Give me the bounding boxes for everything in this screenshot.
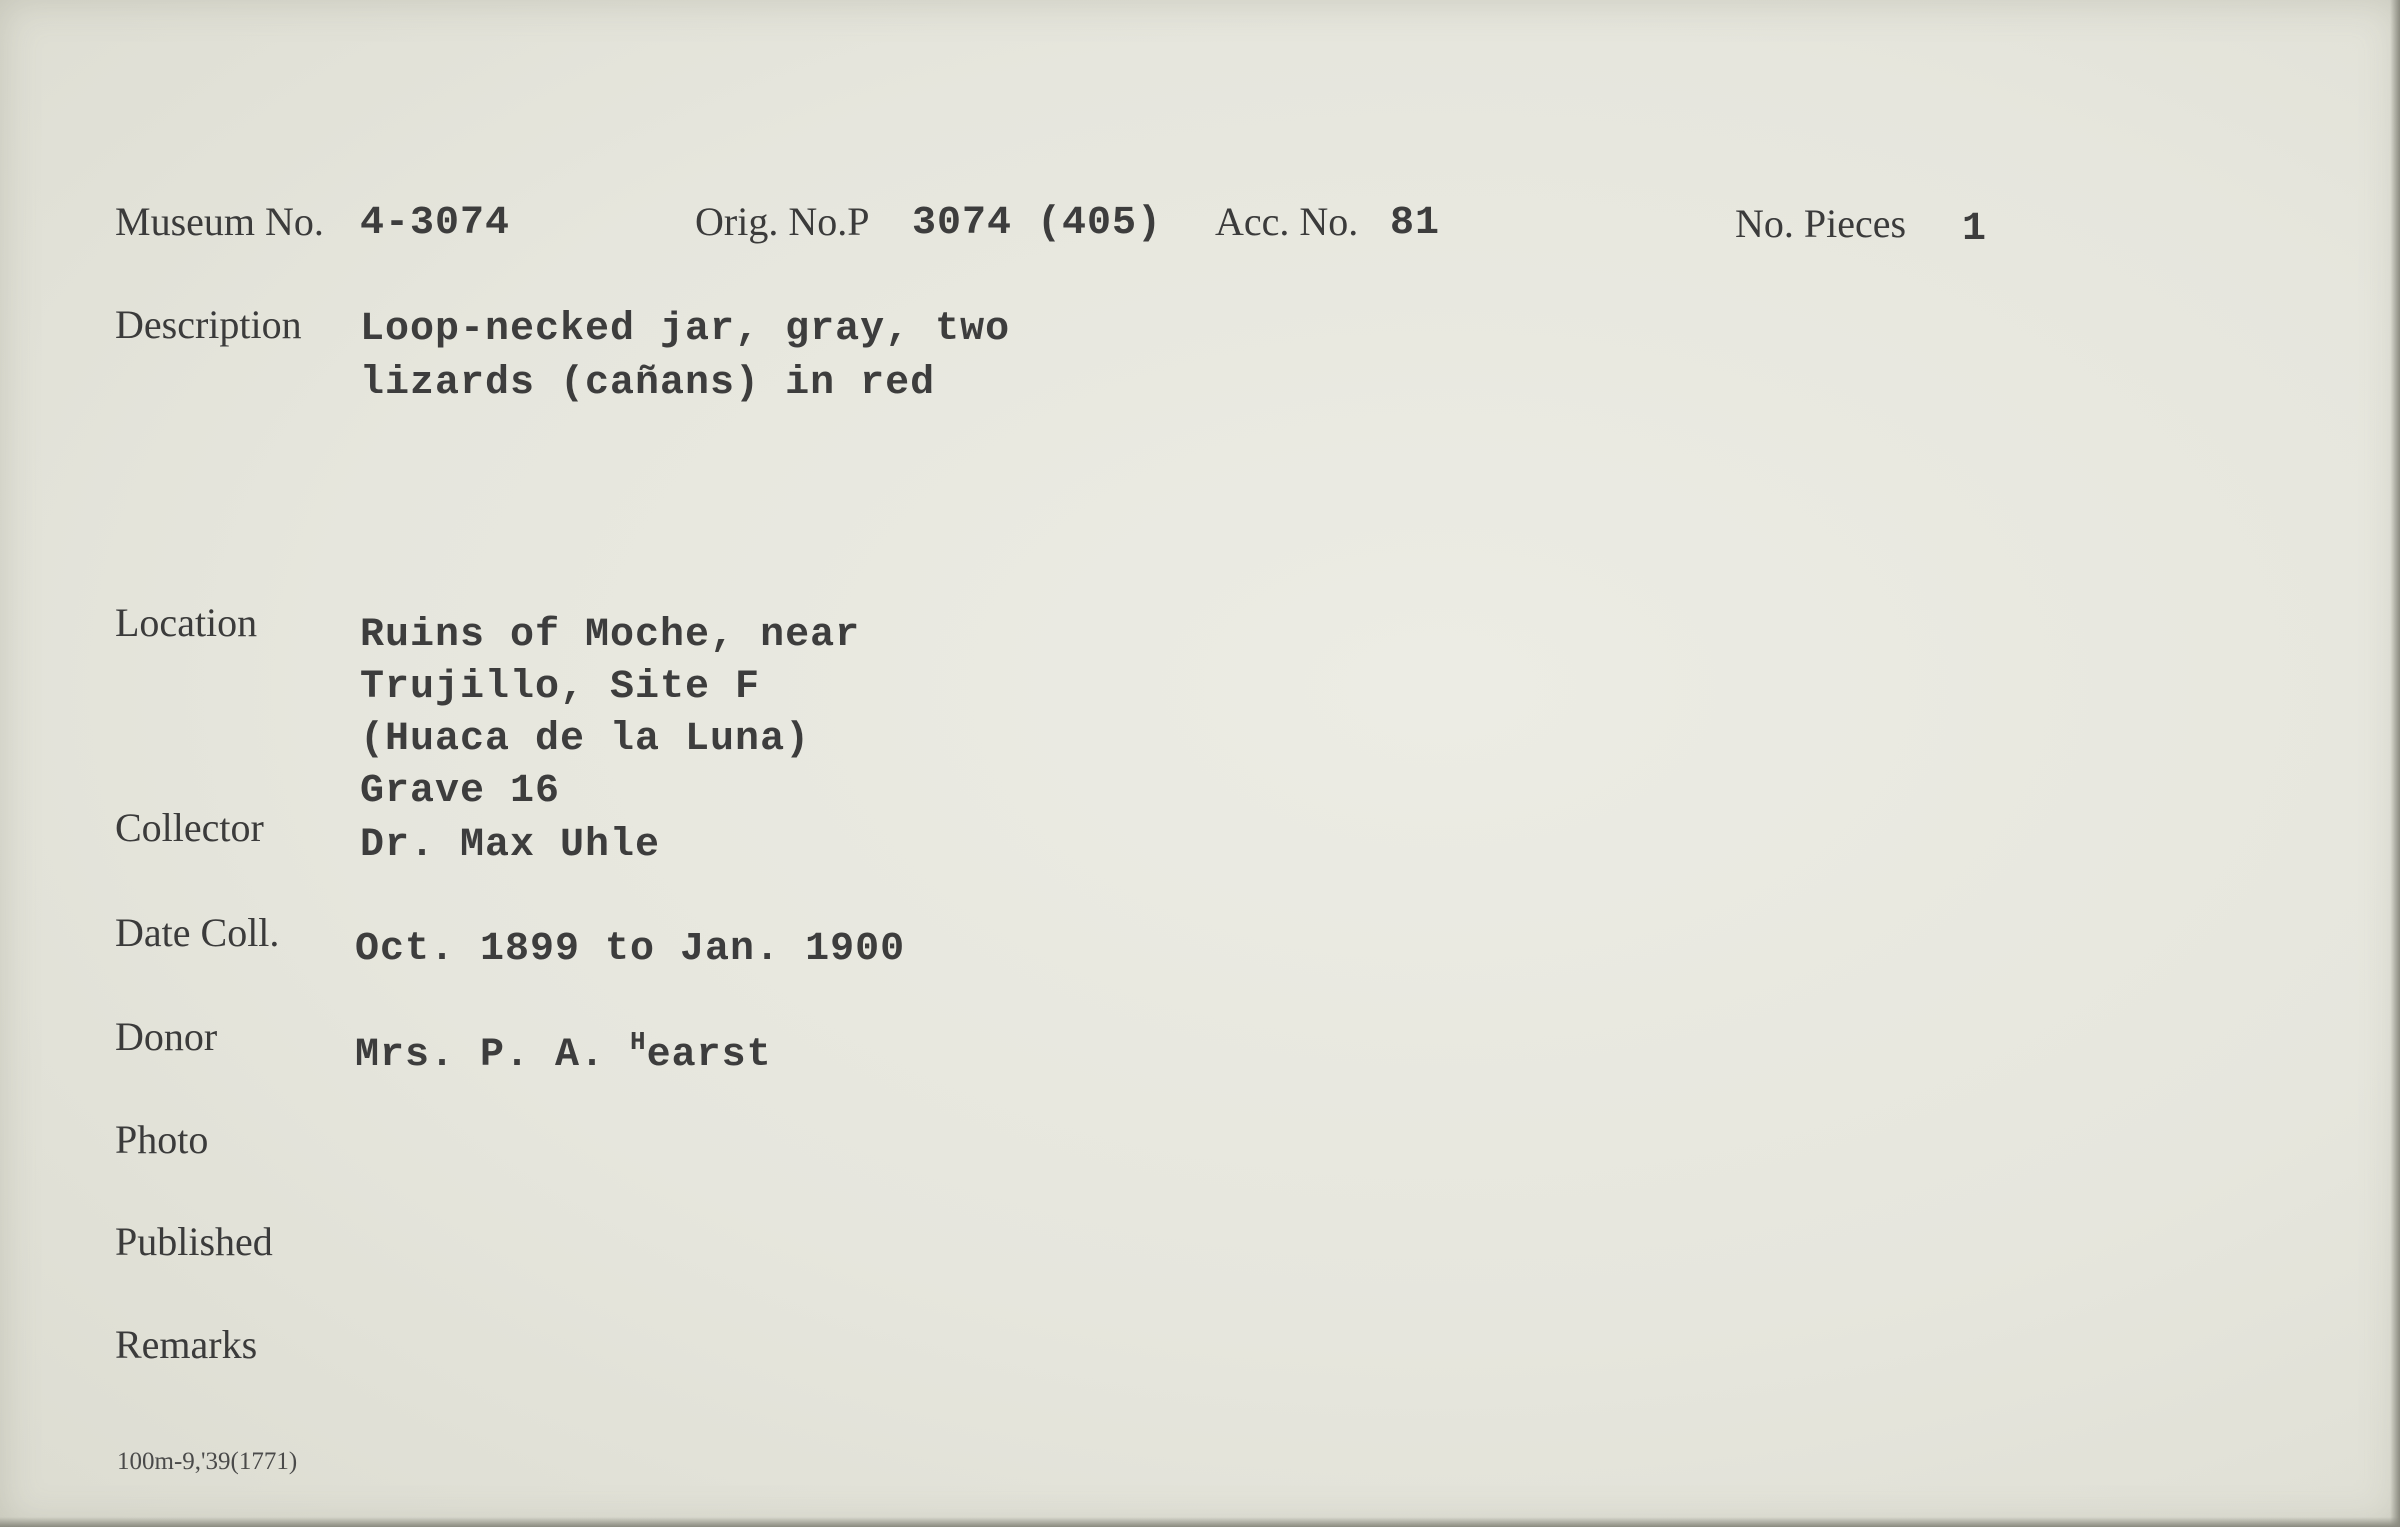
print-code: 100m-9,'39(1771) <box>117 1448 298 1475</box>
donor-label: Donor <box>115 1014 218 1059</box>
date-coll-value: Oct. 1899 to Jan. 1900 <box>355 927 906 972</box>
location-label: Location <box>115 600 258 645</box>
location-line-4: Grave 16 <box>360 769 561 814</box>
date-coll-label: Date Coll. <box>115 910 280 955</box>
acc-no-label: Acc. No. <box>1215 199 1359 244</box>
donor-value-prefix: Mrs. P. A. <box>355 1033 631 1078</box>
donor-value-suffix: earst <box>646 1033 772 1078</box>
museum-no-label: Museum No. <box>115 199 324 244</box>
collector-label: Collector <box>115 805 264 850</box>
photo-label: Photo <box>115 1117 209 1162</box>
donor-value <box>355 1027 772 1078</box>
description-line-2: lizards (cañans) in red <box>360 361 936 406</box>
card-edge-right <box>2390 0 2400 1527</box>
remarks-label: Remarks <box>115 1322 258 1367</box>
pieces-value: 1 <box>1962 207 1988 252</box>
pieces-label: No. Pieces <box>1735 201 1907 246</box>
orig-no-value: 3074 (405) <box>912 201 1163 246</box>
location-line-2: Trujillo, Site F <box>360 665 761 710</box>
description-label: Description <box>115 302 302 347</box>
donor-value-superscript: H <box>630 1027 647 1057</box>
card-edge-bottom <box>0 1517 2400 1527</box>
orig-no-label: Orig. No.P <box>695 199 870 244</box>
location-line-1: Ruins of Moche, near <box>360 613 861 658</box>
published-label: Published <box>115 1219 273 1264</box>
collector-value: Dr. Max Uhle <box>360 823 661 868</box>
museum-no-value: 4-3074 <box>360 201 511 246</box>
acc-no-value: 81 <box>1390 201 1441 246</box>
description-line-1: Loop-necked jar, gray, two <box>360 307 1011 352</box>
location-line-3: (Huaca de la Luna) <box>360 717 811 762</box>
